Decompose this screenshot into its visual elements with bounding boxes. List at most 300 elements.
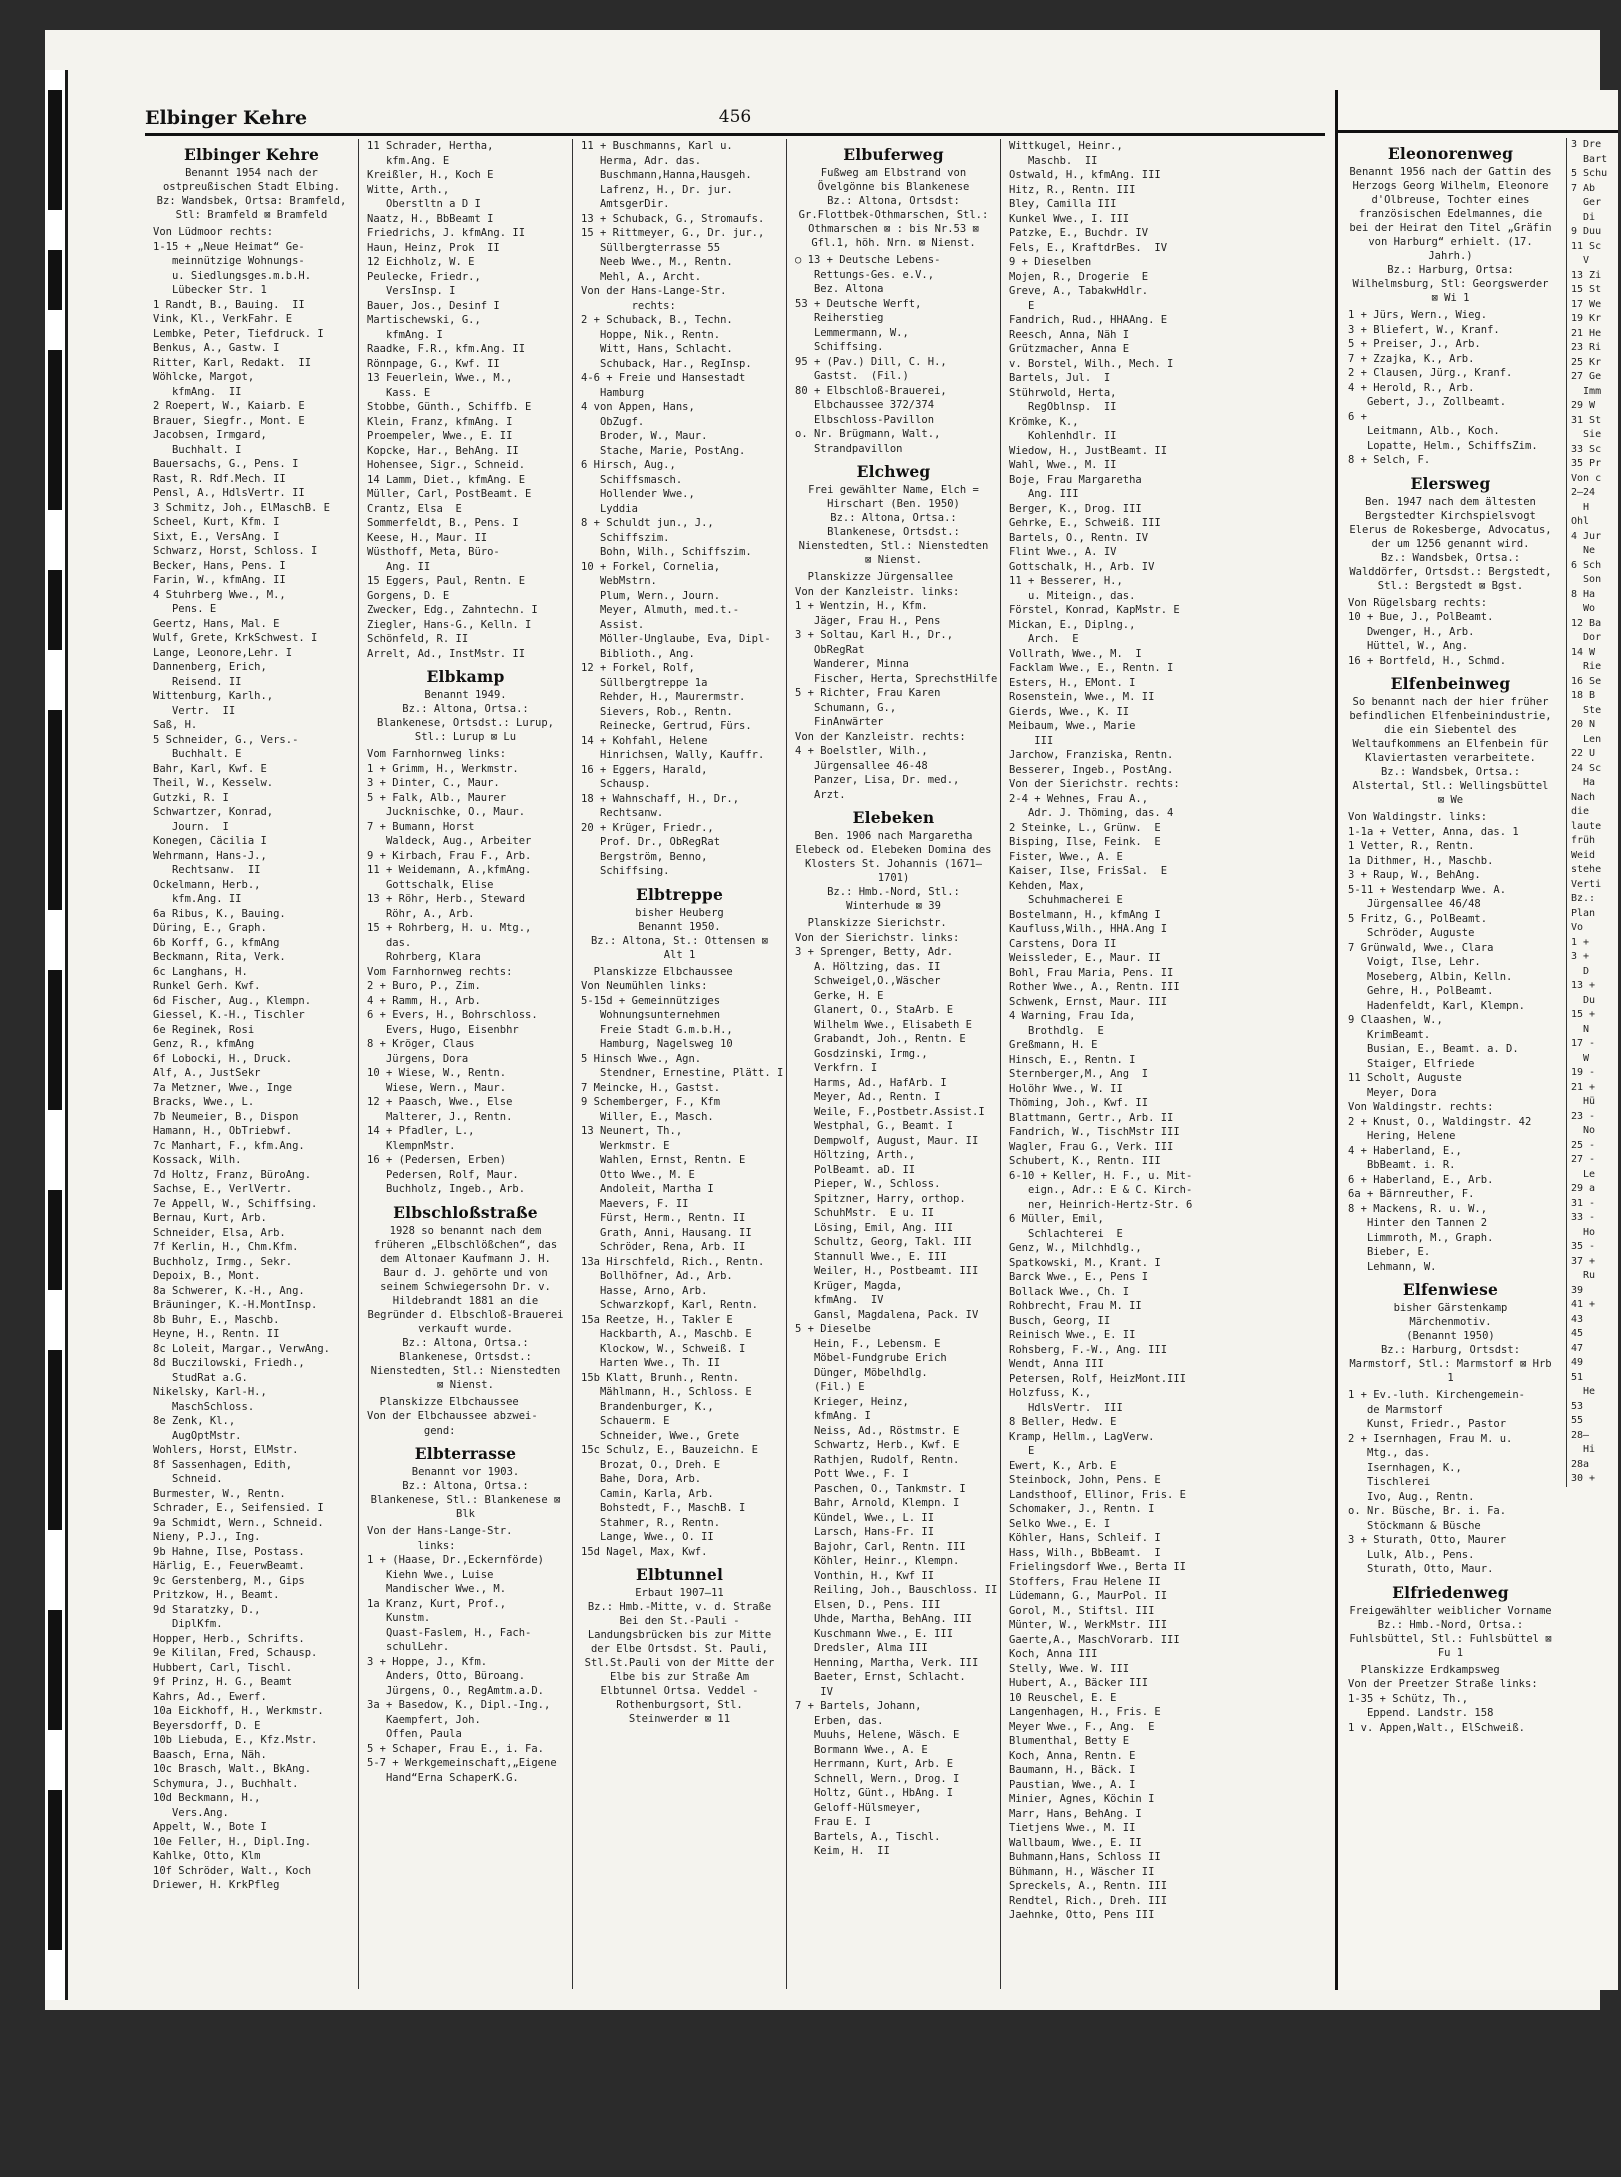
trimmed-entry-line: Ha [1571,777,1596,788]
entry-line: Brozat, O., Dreh. E [581,1458,721,1471]
entry-line: Koch, Anna III [1009,1648,1098,1660]
entry-line: Wahl, Wwe., M. II [1009,459,1117,471]
entry-line: Freie Stadt G.m.b.H., [581,1023,733,1036]
trimmed-entry-line: 25 - [1571,1139,1596,1151]
trimmed-entry-line: Bz.: [1571,893,1596,904]
entry-line: Kahrs, Ad., Ewerf. [153,1690,267,1703]
edge-mark [48,1190,62,1290]
trimmed-entry-line: 28— [1571,1429,1590,1441]
entry-line: 5 + Falk, Alb., Maurer [367,791,507,804]
street-title: Elchweg [856,462,931,481]
entry-line: Rechtsanw. [581,807,664,819]
entry-line: 3 + Raup, W., BehAng. [1348,869,1481,881]
directory-column [1001,139,1215,1989]
street-intro: Freigewählter weiblicher Vorname Bz.: Hmb.-Nord, Ortsa.: Fuhlsbüttel, Stl.: Fuhlsbüttel ⊠ Fu 1 [1349,1604,1552,1659]
entry-line: 1-1a + Vetter, Anna, das. 1 [1348,825,1519,838]
entry-line: Jürgensallee 46/48 [1348,898,1481,910]
entry-line: Wahlen, Ernst, Rentn. E [581,1154,746,1166]
trimmed-entry-line: 12 Ba [1571,617,1602,629]
entry-line: Pedersen, Rolf, Maur. [367,1168,519,1181]
entry-line: Benkus, A., Gastw. I [153,342,280,354]
entry-line: Kahlke, Otto, Klm [153,1850,261,1862]
entry-line: 1a Dithmer, H., Maschb. [1348,854,1494,867]
right-page-column [1348,138,1553,1735]
trimmed-entry-line: 41 + [1571,1299,1596,1310]
entry-line: Bernau, Kurt, Arb. [153,1212,267,1224]
entry-line: Bisping, Ilse, Feink. E [1009,836,1161,848]
trimmed-entry-line: Ho [1571,1226,1596,1238]
entry-line: Blattmann, Gertr., Arb. II [1009,1111,1174,1124]
street-title: Elfenbeinweg [1390,674,1511,693]
entry-line: Mtg., das. [1348,1447,1431,1459]
entry-line: 15d Nagel, Max, Kwf. [581,1545,708,1558]
entry-line: RegOblnsp. II [1009,401,1117,413]
entry-line: Lopatte, Helm., SchiffsZim. [1348,439,1538,452]
trimmed-entry-line: N [1571,1023,1590,1035]
trimmed-entry-line: Ru [1571,1270,1596,1281]
entry-line: Sixt, E., VersAng. I [153,530,280,543]
entry-line: Gorgens, D. E [367,589,450,602]
entry-line: Lösing, Emil, Ang. III [795,1221,954,1234]
entry-line: Wittenburg, Karlh., [153,690,274,702]
street-title: Elbtreppe [635,884,724,904]
entry-line: 12 + Paasch, Wwe., Else [367,1096,513,1108]
entry-line: Spitzner, Harry, orthop. [795,1192,966,1205]
entry-line: 9 Schemberger, F., Kfm [581,1096,721,1108]
entry-line: Jürgensallee 46-48 [795,759,928,772]
entry-line: kfm.Ang. II [153,893,242,905]
entry-line: 10b Liebuda, E., Kfz.Mstr. [153,1734,318,1746]
entry-line: 2 Steinke, L., Grünw. E [1009,821,1161,834]
entry-line: 11 + Buschmanns, Karl u. [581,140,733,152]
street-intro: Benannt 1954 nach der ostpreußischen Stadt Elbing. Bz: Wandsbek, Ortsa: Bramfeld, Stl: Bramfeld ⊠ Bramfeld [156,167,347,221]
trimmed-entry-line: 37 + [1571,1255,1596,1267]
entry-line: 16 + Eggers, Harald, [581,763,708,776]
entry-line: 6d Fischer, Aug., Klempn. [153,994,312,1007]
entry-line: 80 + Elbschloß-Brauerei, [795,384,947,397]
street-intro: bisher Gärstenkamp Märchenmotiv. (Benannt 1950) Bz.: Harburg, Ortsdst: Marmstorf, Stl.: Marmstorf ⊠ Hrb 1 [1349,1302,1552,1384]
entry-line: Gaerte,A., MaschVorarb. III [1009,1633,1180,1646]
entry-line: BbBeamt. i. R. [1348,1159,1456,1171]
entry-line: Holzfuss, K., [1009,1387,1092,1399]
trimmed-entry-line: Weid [1571,849,1596,861]
entry-line: Von der Hans-Lange-Str. [367,1525,513,1537]
entry-line: 13 + Schuback, G., Stromaufs. [581,212,765,225]
entry-line: Gosdzinski, Irmg., [795,1047,928,1060]
entry-line: Saß, H. [153,719,198,731]
trimmed-entry-line: 55 [1571,1415,1584,1426]
entry-line: 1 + (Haase, Dr.,Eckernförde) [367,1554,545,1566]
entry-line: Staiger, Elfriede [1348,1057,1475,1070]
entry-line: Mandischer Wwe., M. [367,1583,507,1595]
entry-line: Hadenfeldt, Karl, Klempn. [1348,999,1526,1012]
entry-line: Gebert, J., Zollbeamt. [1348,396,1507,408]
entry-line: 1 + Ev.-luth. Kirchengemein- [1348,1389,1526,1401]
entry-line: Depoix, B., Mont. [153,1270,261,1282]
trimmed-entry-line: 19 - [1571,1067,1596,1078]
entry-line: Von der Kanzleistr. links: [795,585,960,598]
entry-line: 1-15 + „Neue Heimat“ Ge- [153,240,305,253]
trimmed-entry-line: 21 He [1571,327,1602,339]
entry-line: Fandrich, Rud., HHAAng. E [1009,314,1168,326]
entry-line: Beyersdorff, D. E [153,1719,261,1732]
street-title: Elbinger Kehre [183,145,320,164]
entry-line: 7 + Zzajka, K., Arb. [1348,352,1475,365]
entry-line: Berger, K., Drog. III [1009,502,1142,515]
entry-line: Reiherstieg [795,312,884,324]
trimmed-entry-line: 3 + [1571,951,1590,962]
trimmed-entry-line: Son [1571,574,1602,585]
entry-line: Busch, Georg, II [1009,1314,1111,1327]
entry-line: Stoffers, Frau Helene II [1009,1575,1161,1588]
entry-line: 8e Zenk, Kl., [153,1415,236,1427]
entry-line: Fister, Wwe., A. E [1009,850,1123,863]
entry-line: Klein, Franz, kfmAng. I [367,415,513,428]
entry-line: 3 + Sprenger, Betty, Adr. [795,946,954,958]
entry-line: Lembke, Peter, Tiefdruck. I [153,327,324,340]
entry-line: 4-6 + Freie und Hansestadt [581,372,746,384]
entry-line: Buchholz, Ingeb., Arb. [367,1183,526,1195]
entry-line: kfmAng. II [153,385,242,398]
entry-line: 15 + Rohrberg, H. u. Mtg., [367,922,532,934]
trimmed-entry-line: 18 B [1571,690,1596,701]
entry-line: Rathjen, Rudolf, Rentn. [795,1453,960,1466]
entry-line: Pens. E [153,603,217,615]
directory-columns [145,139,1325,1989]
entry-line: Camin, Karla, Arb. [581,1487,714,1500]
entry-line: 10f Schröder, Walt., Koch [153,1864,312,1877]
trimmed-entry-line: früh [1571,835,1596,846]
entry-line: 10e Feller, H., Dipl.Ing. [153,1835,312,1848]
trimmed-entry-line: 43 [1571,1313,1584,1325]
entry-line: Stendner, Ernestine, Plätt. I [581,1067,784,1079]
entry-line: Proempeler, Wwe., E. II [367,430,513,442]
entry-line: Wehrmann, Hans-J., [153,849,267,862]
scanned-page [45,30,1608,2010]
entry-line: HdlsVertr. III [1009,1401,1123,1414]
trimmed-entry-line: Nach [1571,791,1596,803]
entry-line: Herrmann, Kurt, Arb. E [795,1758,954,1770]
entry-line: Stannull Wwe., E. III [795,1250,947,1263]
entry-line: Vonthin, H., Kwf II [795,1569,935,1582]
entry-line: Gehre, H., PolBeamt. [1348,985,1494,997]
trimmed-entry-line: Dor [1571,632,1602,643]
entry-line: Hasse, Arno, Arb. [581,1284,708,1297]
entry-line: Von Lüdmoor rechts: [153,226,274,238]
running-header [145,95,1325,136]
entry-line: Buchholz, Irmg., Sekr. [153,1255,293,1268]
entry-line: 4 Warning, Frau Ida, [1009,1010,1136,1022]
entry-line: 5 + Preiser, J., Arb. [1348,338,1481,350]
entry-line: Vertr. II [153,704,236,717]
entry-line: Stelly, Wwe. W. III [1009,1662,1130,1675]
entry-line: Von der Hans-Lange-Str. [581,285,727,297]
trimmed-entry-line: 47 [1571,1342,1584,1354]
entry-line: Kramp, Hellm., LagVerw. [1009,1430,1155,1443]
entry-line: Geertz, Hans, Mal. E [153,617,280,630]
entry-line: 11 + Weidemann, A.,kfmAng. [367,864,532,876]
entry-line: 1 Vetter, R., Rentn. [1348,840,1475,852]
entry-line: Förstel, Konrad, KapMstr. E [1009,604,1180,616]
entry-line: meinnützige Wohnungs- [153,255,305,267]
entry-line: A. Höltzing, das. II [795,960,941,973]
entry-line: 1 + Wentzin, H., Kfm. [795,600,928,612]
entry-line: gend: [367,1424,456,1437]
entry-line: Steinbock, John, Pens. E [1009,1474,1161,1486]
entry-line: Kossack, Wilh. [153,1154,242,1166]
entry-line: 7 + Bumann, Horst [367,820,475,833]
entry-line: Grabandt, Joh., Rentn. E [795,1033,966,1045]
entry-line: Dredsler, Alma III [795,1642,928,1654]
entry-line: Brothdlg. E [1009,1024,1104,1037]
entry-line: Krüger, Magda, [795,1279,903,1292]
entry-line: Fels, E., KraftdrBes. IV [1009,241,1168,254]
entry-line: 9d Staratzky, D., [153,1603,261,1616]
entry-line: 10 + Wiese, W., Rentn. [367,1067,507,1079]
entry-line: 1a Kranz, Kurt, Prof., [367,1597,507,1610]
entry-line: 10 Reuschel, E. E [1009,1691,1117,1704]
trimmed-entry-line: 33 - [1571,1212,1596,1223]
entry-line: Schröder, Auguste [1348,927,1475,939]
entry-line: 3 + Bliefert, W., Kranf. [1348,323,1500,336]
entry-line: Schuback, Har., RegInsp. [581,357,752,370]
entry-line: Raadke, F.R., kfm.Ang. II [367,343,526,355]
entry-line: 15c Schulz, E., Bauzeichn. E [581,1444,759,1456]
trimmed-entry-line: Le [1571,1168,1596,1180]
entry-line: Wohlers, Horst, ElMstr. [153,1444,299,1456]
trimmed-entry-line: H [1571,501,1590,513]
entry-line: Hubert, A., Bäcker III [1009,1677,1149,1689]
trimmed-entry-line: Vo [1571,922,1584,933]
entry-line: 14 + Pfadler, L., [367,1125,475,1137]
entry-line: Bohstedt, F., MaschB. I [581,1502,746,1514]
entry-line: Von Neumühlen links: [581,980,708,992]
entry-line: Ockelmann, Herb., [153,878,261,891]
entry-line: Von der Preetzer Straße links: [1348,1678,1538,1690]
entry-line: Sachse, E., VerlVertr. [153,1183,293,1195]
entry-line: 15 + Rittmeyer, G., Dr. jur., [581,227,765,239]
entry-line: Jucknischke, O., Maur. [367,806,526,818]
trimmed-entry-line: 33 Sc [1571,443,1602,455]
entry-line: Reiling, Joh., Bauschloss. II [795,1584,998,1596]
entry-line: Bley, Camilla III [1009,198,1117,210]
trimmed-entry-line: 13 + [1571,980,1596,991]
entry-line: Bez. Altona [795,283,884,295]
entry-line: Arzt. [795,788,846,801]
entry-line: Härlig, E., FeuerwBeamt. [153,1560,305,1572]
entry-line: 8 + Schuldt jun., J., [581,517,714,529]
entry-line: Arrelt, Ad., InstMstr. II [367,647,526,660]
street-title: Elebeken [852,808,935,827]
entry-line: Vink, Kl., VerkFahr. E [153,313,293,325]
entry-line: Mählmann, H., Schloss. E [581,1386,752,1398]
entry-line: Schwartz, Herb., Kwf. E [795,1439,960,1451]
entry-line: Vom Farnhornweg links: [367,748,507,760]
entry-line: Jäger, Frau H., Pens [795,614,941,627]
entry-line: Lulk, Alb., Pens. [1348,1548,1475,1561]
entry-line: Bracks, Wwe., L. [153,1096,255,1108]
entry-line: 8a Schwerer, K.-H., Ang. [153,1284,305,1297]
trimmed-entry-line: 15 St [1571,284,1602,295]
entry-line: 8 Beller, Hedw. E [1009,1416,1117,1428]
entry-line: Elbchaussee 372/374 [795,399,935,411]
entry-line: Glanert, O., StaArb. E [795,1004,954,1016]
entry-line: Rosenstein, Wwe., M. II [1009,691,1155,703]
entry-line: Rechtsanw. II [153,864,261,876]
entry-line: Uhde, Martha, BehAng. III [795,1613,973,1625]
entry-line: Kaempfert, Joh. [367,1713,481,1726]
entry-line: Henning, Martha, Verk. III [795,1656,979,1669]
entry-line: 7b Neumeier, B., Dispon [153,1110,299,1123]
entry-line: Stache, Marie, PostAng. [581,444,746,457]
entry-line: 7f Kerlin, H., Chm.Kfm. [153,1241,299,1253]
entry-line: Witt, Hans, Schlacht. [581,343,733,355]
entry-line: Blumenthal, Betty E [1009,1735,1130,1747]
entry-line: Planskizze Jürgensallee [795,571,954,583]
entry-line: Lafrenz, H., Dr. jur. [581,183,733,196]
trimmed-entry-line: Rie [1571,661,1602,672]
entry-line: 4 + Boelstler, Wilh., [795,745,928,757]
entry-line: Schiffsing. [581,865,670,877]
street-intro: Fußweg am Elbstrand von Övelgönne bis Blankenese Bz.: Altona, Ortsdst: Gr.Flottbek-Othmarschen, Stl.: Othmarschen ⊠ : bis Nr.53 ⊠ Gfl.1, höh. Nrn. ⊠ Nienst. [798,167,989,249]
entry-line: Hoppe, Nik., Rentn. [581,328,721,341]
entry-line: Planskizze Erdkampsweg [1348,1663,1500,1676]
trimmed-entry-line: 13 Zi [1571,269,1602,281]
entry-line: Martischewski, G., [367,314,481,326]
entry-line: 7d Holtz, Franz, BüroAng. [153,1168,312,1181]
entry-line: Meyer Wwe., F., Ang. E [1009,1720,1155,1733]
entry-line: links: [367,1539,456,1552]
entry-line: 10a Eickhoff, H., Werkmstr. [153,1705,324,1717]
entry-line: Esters, H., EMont. I [1009,676,1136,689]
trimmed-entry-line: 27 Ge [1571,371,1602,382]
trimmed-entry-line: 11 Sc [1571,240,1602,252]
entry-line: Baumann, H., Bäck. I [1009,1764,1136,1776]
entry-line: Wittkugel, Heinr., [1009,140,1123,152]
entry-line: Lehmann, W. [1348,1260,1437,1273]
entry-line: Wüsthoff, Meta, Büro- [367,546,500,558]
entry-line: Genz, W., Milchhdlg., [1009,1242,1142,1254]
entry-line: Schauerm. E [581,1415,670,1427]
entry-line: Hinrichsen, Wally, Kauffr. [581,749,765,761]
entry-line: Gastst. (Fil.) [795,370,909,382]
entry-line: Koch, Anna, Rentn. E [1009,1749,1136,1762]
entry-line: Grützmacher, Anna E [1009,343,1130,355]
entry-line: Kass. E [367,386,431,399]
entry-line: 13 Neunert, Th., [581,1125,683,1137]
entry-line: 4 + Herold, R., Arb. [1348,381,1475,394]
entry-line: 6 Müller, Emil, [1009,1213,1104,1225]
trimmed-entry-line: 39 [1571,1284,1584,1296]
entry-line: Konegen, Cäcilia I [153,835,267,847]
entry-line: Offen, Paula [367,1728,462,1740]
entry-line: Mojen, R., Drogerie E [1009,270,1149,283]
edge-mark [48,970,62,1110]
entry-line: Schneider, Wwe., Grete [581,1429,740,1442]
entry-line: Reinecke, Gertrud, Fürs. [581,720,752,732]
trimmed-entry-line: 53 [1571,1400,1584,1412]
entry-line: Otto Wwe., M. E [581,1168,695,1181]
trimmed-entry-line: 5 Schu [1571,168,1608,179]
entry-line: Malterer, J., Rentn. [367,1110,513,1123]
trimmed-entry-line: 9 Duu [1571,226,1602,237]
entry-line: 2 Roepert, W., Kaiarb. E [153,400,305,412]
entry-line: Maevers, F. II [581,1197,689,1210]
entry-line: 7 Meincke, H., Gastst. [581,1081,721,1094]
entry-line: Prof. Dr., ObRegRat [581,836,721,848]
entry-line: Meyer, Ad., Rentn. I [795,1091,941,1103]
edge-mark [48,710,62,910]
entry-line: Bräuninger, K.-H.MontInsp. [153,1299,318,1311]
entry-line: Schymura, J., Buchhalt. [153,1777,299,1790]
entry-line: Von der Sierichstr. links: [795,931,960,944]
entry-line: rechts: [581,299,676,312]
street-title: Elbschloßstraße [393,1202,538,1222]
entry-line: Bohn, Wilh., Schiffszim. [581,546,752,558]
trimmed-entry-line: 3 Dre [1571,139,1602,150]
entry-line: Stührwold, Herta, [1009,386,1117,399]
trimmed-entry-line: 23 - [1571,1110,1596,1122]
entry-line: Von der Sierichstr. rechts: [1009,778,1180,790]
entry-line: Driewer, H. KrkPfleg [153,1879,280,1891]
entry-line: Hüttel, W., Ang. [1348,640,1469,652]
entry-line: Facklam Wwe., E., Rentn. I [1009,662,1174,674]
entry-line: Rehder, H., Maurermstr. [581,691,746,703]
entry-line: Appelt, W., Bote I [153,1821,267,1833]
entry-line: 13a Hirschfeld, Rich., Rentn. [581,1255,765,1268]
entry-line: Krieger, Heinz, [795,1395,909,1408]
entry-line: 11 Scholt, Auguste [1348,1072,1462,1084]
entry-line: 1 v. Appen,Walt., ElSchweiß. [1348,1721,1526,1734]
entry-line: Schneider, Elsa, Arb. [153,1226,286,1239]
entry-line: Möller-Unglaube, Eva, Dipl- [581,633,771,645]
entry-line: Weile, F.,Postbetr.Assist.I [795,1105,985,1118]
entry-line: 15 Eggers, Paul, Rentn. E [367,575,526,587]
trimmed-entry-line: 30 + [1571,1473,1596,1484]
entry-line: AugOptMstr. [153,1429,242,1442]
entry-line: Larsch, Hans-Fr. II [795,1526,935,1538]
entry-line: Barck Wwe., E., Pens I [1009,1271,1149,1283]
entry-line: Nikelsky, Karl-H., [153,1386,267,1398]
entry-line: Moseberg, Albin, Kelln. [1348,970,1513,983]
entry-line: 2 + Buro, P., Zim. [367,980,481,992]
entry-line: Geloff-Hülsmeyer, [795,1801,922,1814]
entry-line: Hopper, Herb., Schrifts. [153,1632,305,1645]
entry-line: 9b Hahne, Ilse, Postass. [153,1545,305,1558]
entry-line: Flint Wwe., A. IV [1009,546,1117,558]
trimmed-entry-line: 49 [1571,1357,1584,1368]
entry-line: Elsen, D., Pens. III [795,1598,941,1611]
entry-line: Lange, Wwe., O. II [581,1531,714,1543]
entry-line: Wendt, Anna III [1009,1358,1104,1370]
entry-line: 6-10 + Keller, H. F., u. Mit- [1009,1169,1193,1182]
entry-line: Minier, Agnes, Köchin I [1009,1793,1155,1805]
entry-line: 5 Hinsch Wwe., Agn. [581,1052,702,1065]
entry-line: Möbel-Fundgrube Erich [795,1352,947,1364]
entry-line: Brauer, Siegfr., Mont. E [153,414,305,427]
entry-line: Wilhelm Wwe., Elisabeth E [795,1018,973,1031]
street-title: Elbuferweg [843,145,944,164]
entry-line: Rother Wwe., A., Rentn. III [1009,981,1180,993]
entry-line: Von der Kanzleistr. rechts: [795,730,966,743]
entry-line: Vollrath, Wwe., M. I [1009,647,1142,660]
entry-line: Wanderer, Minna [795,658,909,670]
trimmed-entry-line: 29 a [1571,1183,1596,1194]
entry-line: Westphal, G., Beamt. I [795,1120,954,1132]
entry-line: Bergström, Benno, [581,850,708,863]
entry-line: Spreckels, A., Rentn. III [1009,1880,1168,1892]
entry-line: Schweigel,O.,Wäscher [795,975,941,987]
